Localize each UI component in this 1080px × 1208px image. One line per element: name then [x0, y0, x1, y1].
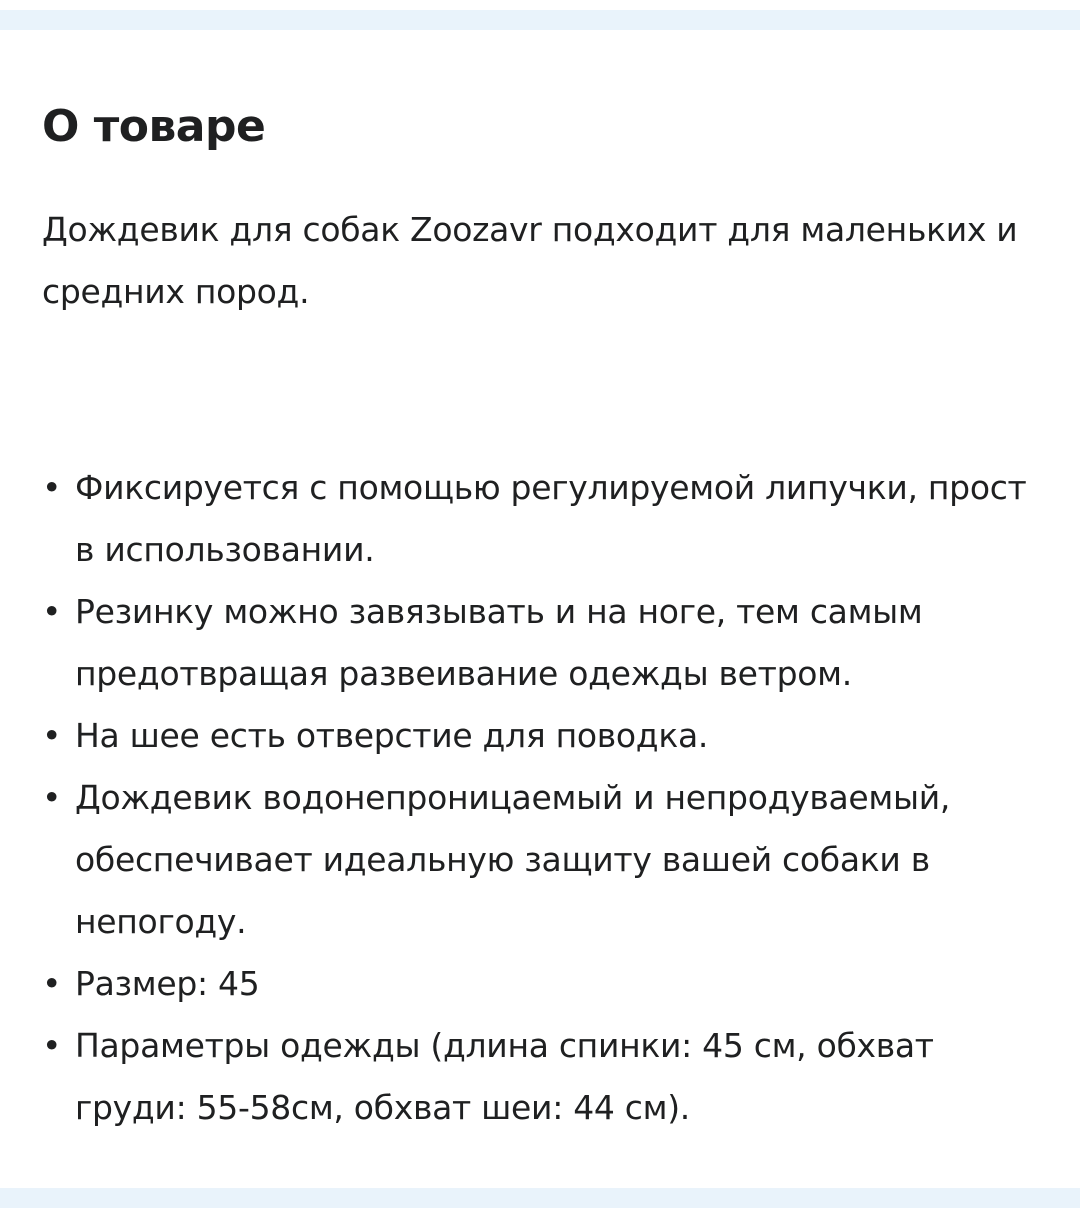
product-description-section [42, 95, 1042, 1139]
feature-text: Размер: 45 [75, 964, 260, 1003]
top-separator [0, 0, 1080, 30]
description-intro: Дождевик для собак Zoozavr подходит для маленьких и средних пород. [42, 210, 1018, 311]
list-item [42, 705, 1042, 767]
list-item [42, 767, 1042, 953]
feature-list [42, 457, 1042, 1139]
feature-text: Дождевик водонепроницаемый и непродуваемый, обеспечивает идеальную защиту вашей собаки в непогоду. [75, 778, 951, 941]
top-separator-stripe [0, 10, 1080, 30]
list-item [42, 457, 1042, 581]
feature-text: Параметры одежды (длина спинки: 45 см, обхват груди: 55-58см, обхват шеи: 44 см). [75, 1026, 934, 1127]
list-item [42, 953, 1042, 1015]
bottom-separator [0, 1188, 1080, 1208]
bullet-icon: • [42, 1026, 62, 1065]
bullet-icon: • [42, 468, 62, 507]
bullet-icon: • [42, 964, 62, 1003]
list-item [42, 1015, 1042, 1139]
list-item [42, 581, 1042, 705]
feature-text: На шее есть отверстие для поводка. [75, 716, 709, 755]
feature-text: Резинку можно завязывать и на ноге, тем самым предотвращая развеивание одежды ветром. [75, 592, 923, 693]
bullet-icon: • [42, 778, 62, 817]
bullet-icon: • [42, 716, 62, 755]
feature-text: Фиксируется с помощью регулируемой липучки, прост в использовании. [75, 468, 1027, 569]
section-title: О товаре [42, 101, 266, 152]
bullet-icon: • [42, 592, 62, 631]
